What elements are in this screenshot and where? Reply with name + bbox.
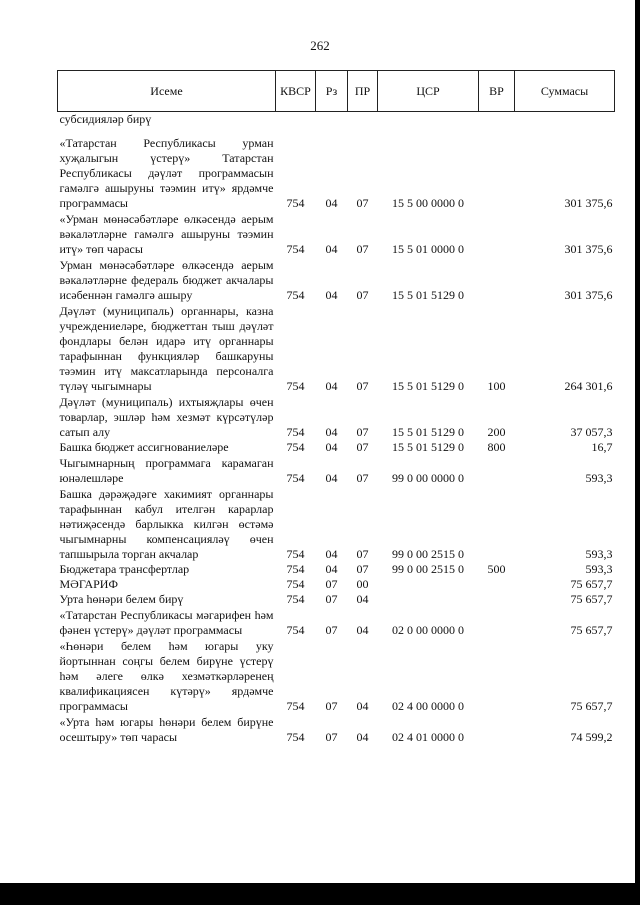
column-header-sum: Суммасы bbox=[515, 71, 615, 112]
table-row bbox=[58, 303, 615, 394]
row-rz: 04 bbox=[325, 242, 338, 256]
row-sum: 301 375,6 bbox=[564, 288, 613, 302]
table-row bbox=[58, 455, 615, 486]
row-name: Дәүләт (муниципаль) ихтыяҗлары өчен товарлар, эшләр һәм хезмәт күрсәтүләр сатып алу bbox=[59, 395, 274, 439]
row-rz: 04 bbox=[325, 196, 338, 210]
row-pr: 07 bbox=[356, 562, 369, 576]
row-sum: 301 375,6 bbox=[564, 242, 613, 256]
row-kvsr: 754 bbox=[286, 699, 305, 713]
row-name: субсидияләр бирү bbox=[59, 112, 152, 126]
table-row bbox=[58, 257, 615, 303]
row-rz: 07 bbox=[325, 623, 338, 637]
row-sum: 75 657,7 bbox=[570, 592, 613, 606]
row-csr: 15 5 01 5129 0 bbox=[392, 288, 464, 302]
row-name: Дәүләт (муниципаль) органнары, казна учреждениеләре, бюджеттан тыш дәүләт фондлары белән идарә итү органнары тарафыннан функцияләр башкаруны тәэмин итү максатларында персоналга түләү чыгымнары bbox=[59, 304, 274, 393]
row-kvsr: 754 bbox=[286, 730, 305, 744]
row-vr: 100 bbox=[487, 379, 506, 393]
row-kvsr: 754 bbox=[286, 577, 305, 591]
row-kvsr: 754 bbox=[286, 425, 305, 439]
row-vr bbox=[479, 577, 515, 592]
row-csr bbox=[378, 112, 479, 128]
table-row bbox=[58, 127, 615, 211]
row-pr bbox=[348, 112, 378, 128]
table-row bbox=[58, 592, 615, 607]
row-pr: 00 bbox=[356, 577, 369, 591]
row-name: «Һөнәри белем һәм югары уку йортыннан соңгы белем бирүне үстерү һәм әлеге өлкә хезмәткәрләренең квалификациясен күтәрү» ярдәмче программасы bbox=[59, 639, 274, 713]
row-sum: 75 657,7 bbox=[570, 577, 613, 591]
row-pr: 07 bbox=[356, 425, 369, 439]
row-csr: 99 0 00 2515 0 bbox=[392, 562, 464, 576]
row-rz bbox=[316, 112, 348, 128]
row-csr: 15 5 01 5129 0 bbox=[392, 425, 464, 439]
row-rz: 07 bbox=[325, 730, 338, 744]
row-pr: 07 bbox=[356, 471, 369, 485]
row-sum: 593,3 bbox=[585, 547, 613, 561]
row-rz: 04 bbox=[325, 288, 338, 302]
row-sum: 74 599,2 bbox=[570, 730, 613, 744]
row-sum: 264 301,6 bbox=[564, 379, 613, 393]
row-sum bbox=[515, 112, 615, 128]
row-vr: 200 bbox=[487, 425, 506, 439]
column-header-pr: ПР bbox=[348, 71, 378, 112]
row-sum: 75 657,7 bbox=[570, 623, 613, 637]
row-kvsr: 754 bbox=[286, 623, 305, 637]
table-row bbox=[58, 394, 615, 440]
row-sum: 75 657,7 bbox=[570, 699, 613, 713]
row-pr: 07 bbox=[356, 288, 369, 302]
row-rz: 04 bbox=[325, 547, 338, 561]
column-header-name: Исеме bbox=[58, 71, 276, 112]
table-row bbox=[58, 562, 615, 577]
row-vr bbox=[479, 211, 515, 257]
row-csr: 99 0 00 2515 0 bbox=[392, 547, 464, 561]
row-pr: 07 bbox=[356, 547, 369, 561]
row-name: Башка бюджет ассигнованиеләре bbox=[59, 440, 229, 454]
row-pr: 04 bbox=[356, 699, 369, 713]
table-header-row bbox=[58, 71, 615, 112]
row-rz: 04 bbox=[325, 562, 338, 576]
row-pr: 07 bbox=[356, 242, 369, 256]
row-kvsr: 754 bbox=[286, 379, 305, 393]
row-name: «Татарстан Республикасы урман хуҗалыгын үстерү» Татарстан Республикасы дәүләт программасын гамәлгә ашыруны тәэмин итү» ярдәмче программасы bbox=[59, 136, 274, 210]
row-pr: 07 bbox=[356, 440, 369, 454]
row-name: Башка дәрәҗәдәге хакимият органнары тарафыннан кабул ителгән карарлар нәтиҗәсендә барлыкка килгән өстәмә чыгымнарны компенсацияләү өчен тапшырыла торган акчалар bbox=[59, 487, 274, 561]
table-row bbox=[58, 112, 615, 128]
column-header-csr: ЦСР bbox=[378, 71, 479, 112]
row-kvsr: 754 bbox=[286, 471, 305, 485]
row-sum: 593,3 bbox=[585, 471, 613, 485]
row-csr: 02 4 01 0000 0 bbox=[392, 730, 464, 744]
row-pr: 04 bbox=[356, 730, 369, 744]
table-row bbox=[58, 486, 615, 562]
row-csr: 15 5 00 0000 0 bbox=[392, 196, 464, 210]
row-name: Урман мөнәсәбәтләре өлкәсендә аерым вәкаләтләрне федераль бюджет акчалары исәбеннән гамәлгә ашыру bbox=[59, 258, 274, 302]
row-kvsr: 754 bbox=[286, 547, 305, 561]
row-csr: 15 5 01 5129 0 bbox=[392, 379, 464, 393]
row-vr bbox=[479, 127, 515, 211]
table-row bbox=[58, 638, 615, 714]
row-sum: 37 057,3 bbox=[570, 425, 613, 439]
table-row bbox=[58, 607, 615, 638]
row-vr bbox=[479, 638, 515, 714]
column-header-rz: Рз bbox=[316, 71, 348, 112]
row-kvsr: 754 bbox=[286, 562, 305, 576]
row-kvsr bbox=[276, 112, 316, 128]
row-pr: 07 bbox=[356, 196, 369, 210]
row-sum: 301 375,6 bbox=[564, 196, 613, 210]
row-csr: 15 5 01 0000 0 bbox=[392, 242, 464, 256]
row-name: «Урман мөнәсәбәтләре өлкәсендә аерым вәкаләтләрне гамәлгә ашыруны тәэмин итү» төп чарасы bbox=[59, 212, 274, 256]
row-rz: 04 bbox=[325, 425, 338, 439]
row-vr bbox=[479, 486, 515, 562]
row-rz: 07 bbox=[325, 592, 338, 606]
scan-edge-bottom bbox=[0, 883, 640, 905]
budget-table bbox=[57, 70, 615, 745]
row-sum: 16,7 bbox=[591, 440, 613, 454]
column-header-kvsr: КВСР bbox=[276, 71, 316, 112]
row-name: МӘГАРИФ bbox=[59, 577, 118, 591]
row-name: «Татарстан Республикасы мәгарифен һәм фәнен үстерү» дәүләт программасы bbox=[59, 608, 274, 637]
row-vr bbox=[479, 714, 515, 745]
row-kvsr: 754 bbox=[286, 440, 305, 454]
row-rz: 04 bbox=[325, 440, 338, 454]
row-pr: 04 bbox=[356, 623, 369, 637]
row-kvsr: 754 bbox=[286, 242, 305, 256]
row-vr bbox=[479, 257, 515, 303]
row-vr: 500 bbox=[487, 562, 506, 576]
row-rz: 07 bbox=[325, 699, 338, 713]
row-sum: 593,3 bbox=[585, 562, 613, 576]
table-row bbox=[58, 211, 615, 257]
row-kvsr: 754 bbox=[286, 196, 305, 210]
row-name: Чыгымнарның программага карамаган юнәлешләре bbox=[59, 456, 274, 485]
row-name: «Урта һәм югары һөнәри белем бирүне осештыру» төп чарасы bbox=[59, 715, 274, 744]
row-pr: 07 bbox=[356, 379, 369, 393]
row-kvsr: 754 bbox=[286, 288, 305, 302]
row-csr: 15 5 01 5129 0 bbox=[392, 440, 464, 454]
row-name: Бюджетара трансфертлар bbox=[59, 562, 190, 576]
row-rz: 04 bbox=[325, 379, 338, 393]
row-csr bbox=[378, 577, 479, 592]
row-kvsr: 754 bbox=[286, 592, 305, 606]
table-row bbox=[58, 577, 615, 592]
row-vr bbox=[479, 607, 515, 638]
page-number: 262 bbox=[310, 38, 330, 53]
scan-edge-right bbox=[635, 0, 640, 905]
row-vr: 800 bbox=[487, 440, 506, 454]
row-csr bbox=[378, 592, 479, 607]
row-rz: 04 bbox=[325, 471, 338, 485]
row-rz: 07 bbox=[325, 577, 338, 591]
row-csr: 99 0 00 0000 0 bbox=[392, 471, 464, 485]
row-csr: 02 4 00 0000 0 bbox=[392, 699, 464, 713]
row-vr bbox=[479, 592, 515, 607]
row-csr: 02 0 00 0000 0 bbox=[392, 623, 464, 637]
row-vr bbox=[479, 455, 515, 486]
table-row bbox=[58, 440, 615, 455]
row-vr bbox=[479, 112, 515, 128]
row-pr: 04 bbox=[356, 592, 369, 606]
table-row bbox=[58, 714, 615, 745]
row-name: Урта һөнәри белем бирү bbox=[59, 592, 184, 606]
column-header-vr: ВР bbox=[479, 71, 515, 112]
